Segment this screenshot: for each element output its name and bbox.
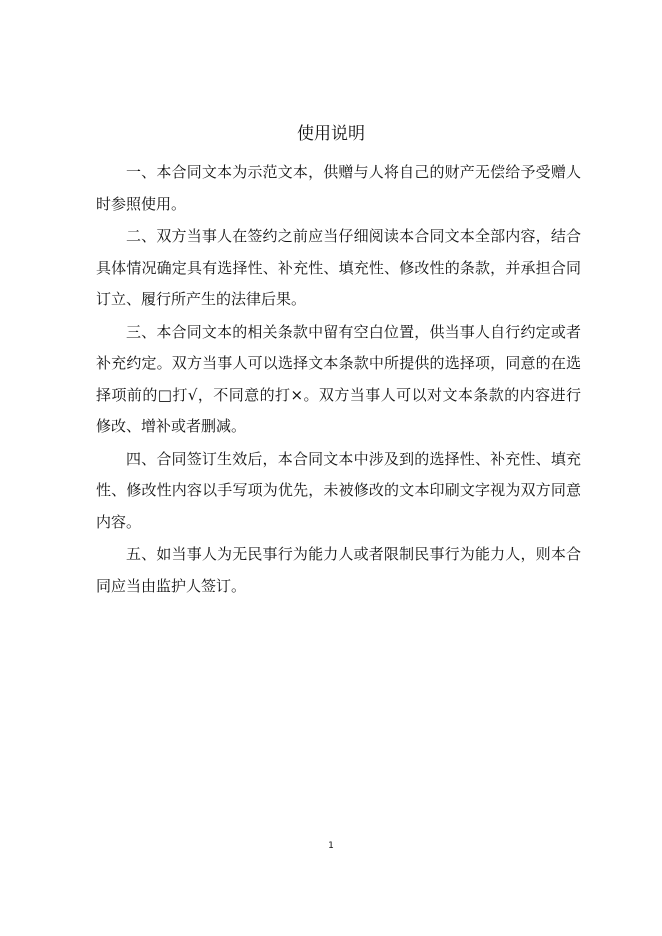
paragraph-1: 一、本合同文本为示范文本，供赠与人将自己的财产无偿给予受赠人时参照使用。 [96,163,581,213]
paragraph-4: 四、合同签订生效后，本合同文本中涉及到的选择性、补充性、填充性、修改性内容以手写项为优先，未被修改的文本印刷文字视为双方同意内容。 [96,449,581,531]
page-number: 1 [328,841,334,851]
paragraph-5: 五、如当事人为无民事行为能力人或者限制民事行为能力人，则本合同应当由监护人签订。 [96,545,581,595]
paragraph-2: 二、双方当事人在签约之前应当仔细阅读本合同文本全部内容，结合具体情况确定具有选择性、补充性、填充性、修改性的条款，并承担合同订立、履行所产生的法律后果。 [96,227,581,308]
paragraph-3: 三、本合同文本的相关条款中留有空白位置，供当事人自行约定或者补充约定。双方当事人可以选择文本条款中所提供的选择项，同意的在选择项前的□打√，不同意的打×。双方当事人可以对文本条款的内容进行修改、增补或者删减。 [96,322,581,435]
document-title: 使用说明 [297,124,365,144]
document-body [96,157,581,603]
